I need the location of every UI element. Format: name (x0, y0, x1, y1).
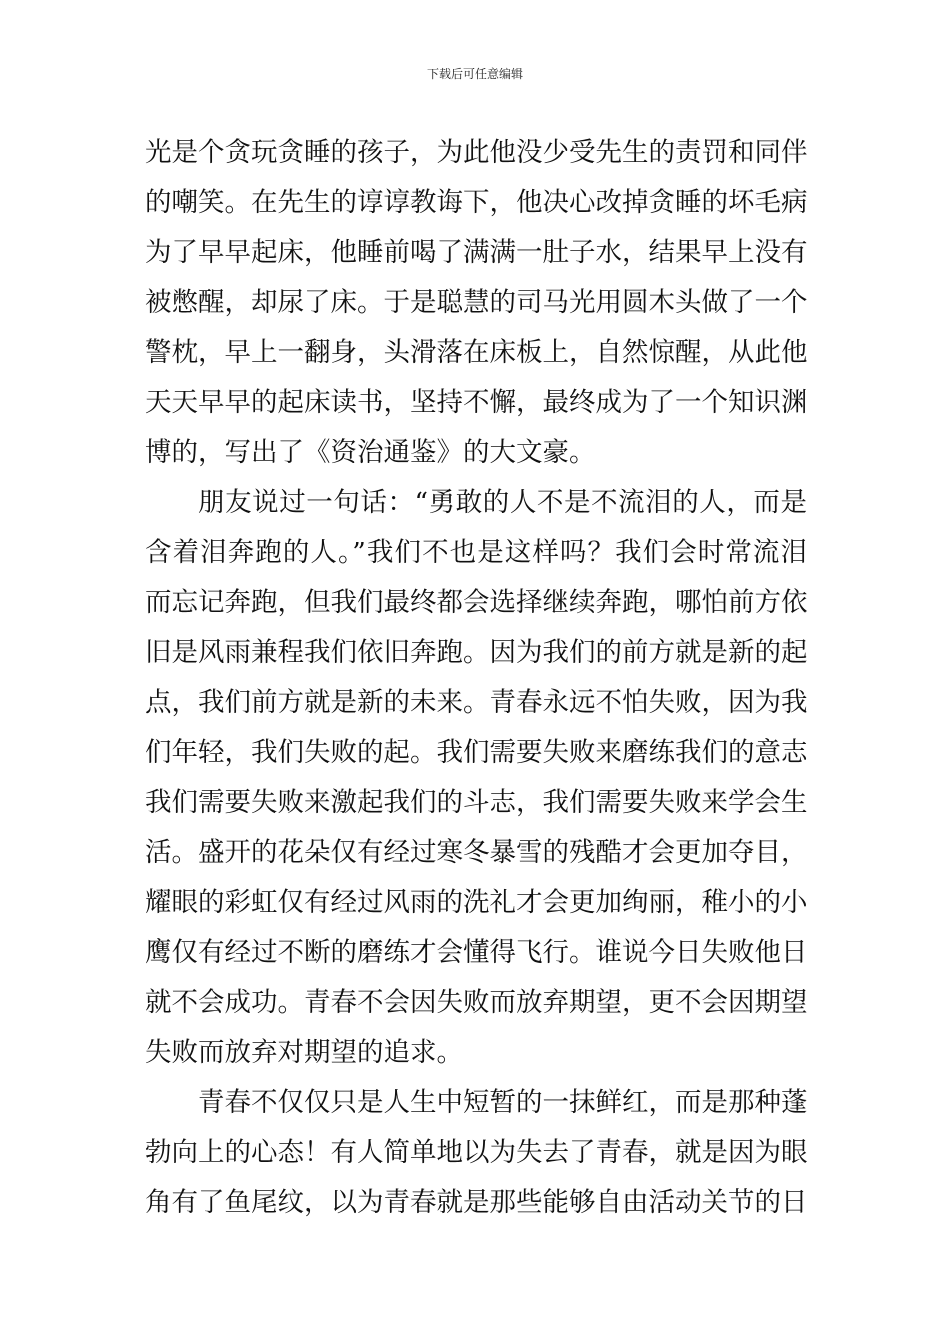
page-header: 下载后可任意编辑 (426, 67, 523, 81)
text-line: 鹰仅有经过不断的磨练才会懂得飞行。谁说今日失败他日 (145, 937, 807, 968)
text-line: 的嘲笑。在先生的谆谆教诲下，他决心改掉贪睡的坏毛病 (145, 187, 807, 218)
text-line: 为了早早起床，他睡前喝了满满一肚子水，结果早上没有 (145, 237, 807, 268)
text-line: 角有了鱼尾纹，以为青春就是那些能够自由活动关节的日 (145, 1187, 807, 1218)
text-line: 警枕，早上一翻身，头滑落在床板上，自然惊醒，从此他 (145, 337, 807, 368)
text-line: 们年轻，我们失败的起。我们需要失败来磨练我们的意志 (145, 737, 807, 768)
paragraph-start-line: 朋友说过一句话：“勇敢的人不是不流泪的人，而是 (198, 487, 807, 518)
text-line: 旧是风雨兼程我们依旧奔跑。因为我们的前方就是新的起 (145, 637, 807, 668)
text-line: 光是个贪玩贪睡的孩子，为此他没少受先生的责罚和同伴 (145, 137, 807, 168)
text-line: 博的，写出了《资治通鉴》的大文豪。 (145, 437, 596, 468)
body-text (145, 128, 807, 1228)
text-line: 被憋醒，却尿了床。于是聪慧的司马光用圆木头做了一个 (145, 287, 807, 318)
text-line: 点，我们前方就是新的未来。青春永远不怕失败，因为我 (145, 687, 807, 718)
text-line: 就不会成功。青春不会因失败而放弃期望，更不会因期望 (145, 987, 807, 1018)
text-line: 活。盛开的花朵仅有经过寒冬暴雪的残酷才会更加夺目， (145, 837, 807, 868)
text-line: 含着泪奔跑的人。”我们不也是这样吗？我们会时常流泪 (145, 537, 807, 568)
text-line: 勃向上的心态！有人简单地以为失去了青春，就是因为眼 (145, 1137, 807, 1168)
paragraph-start-line: 青春不仅仅只是人生中短暂的一抹鲜红，而是那种蓬 (198, 1087, 807, 1118)
text-line: 失败而放弃对期望的追求。 (145, 1037, 463, 1068)
text-line: 耀眼的彩虹仅有经过风雨的洗礼才会更加绚丽，稚小的小 (145, 887, 807, 918)
text-line: 而忘记奔跑，但我们最终都会选择继续奔跑，哪怕前方依 (145, 587, 807, 618)
text-line: 我们需要失败来激起我们的斗志，我们需要失败来学会生 (145, 787, 807, 818)
text-line: 天天早早的起床读书，坚持不懈，最终成为了一个知识渊 (145, 387, 807, 418)
